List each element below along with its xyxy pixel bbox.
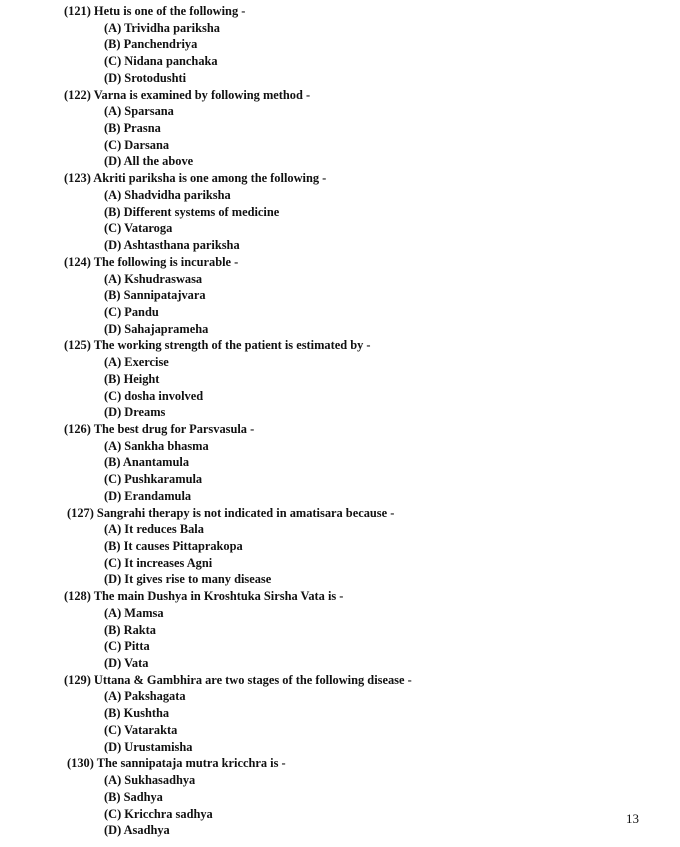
answer-option: (B) Rakta [104, 622, 156, 637]
answer-option: (A) It reduces Bala [104, 522, 204, 537]
answer-option: (D) Erandamula [104, 488, 192, 503]
answer-option: (A) Trividha pariksha [104, 20, 220, 35]
answer-option: (C) Nidana panchaka [104, 54, 218, 69]
answer-option: (B) Sannipatajvara [104, 288, 206, 303]
answer-option: (D) All the above [104, 154, 194, 169]
question-stem: (121) Hetu is one of the following - [64, 4, 246, 18]
answer-option: (B) Height [104, 371, 160, 386]
question-stem: (129) Uttana & Gambhira are two stages of the following disease - [64, 672, 412, 687]
answer-option: (D) Sahajaprameha [104, 321, 209, 336]
question-stem: (124) The following is incurable - [64, 254, 239, 269]
question-block [0, 337, 680, 421]
answer-option: (A) Sparsana [104, 104, 174, 119]
answer-option: (C) Vatarakta [104, 722, 178, 737]
question-page [0, 3, 680, 839]
answer-option: (A) Sankha bhasma [104, 438, 209, 453]
question-stem: (127) Sangrahi therapy is not indicated in amatisara because - [67, 505, 395, 520]
answer-option: (B) Kushtha [104, 706, 170, 721]
answer-option: (D) Dreams [104, 405, 166, 420]
question-block [0, 421, 680, 505]
answer-option: (D) Asadhya [104, 823, 170, 838]
answer-option: (C) dosha involved [104, 388, 204, 403]
answer-option: (C) Darsana [104, 137, 170, 152]
page-number: 13 [626, 811, 639, 826]
answer-option: (C) Pushkaramula [104, 472, 203, 487]
answer-option: (B) Panchendriya [104, 37, 198, 52]
question-stem: (125) The working strength of the patient is estimated by - [64, 338, 371, 353]
question-block [0, 87, 680, 171]
answer-option: (C) Pandu [104, 304, 159, 319]
answer-option: (C) It increases Agni [104, 555, 213, 570]
answer-option: (C) Kricchra sadhya [104, 806, 213, 821]
question-stem: (123) Akriti pariksha is one among the following - [64, 171, 327, 186]
answer-option: (C) Pitta [104, 639, 150, 654]
answer-option: (A) Sukhasadhya [104, 773, 196, 788]
question-stem: (128) The main Dushya in Kroshtuka Sirsha Vata is - [64, 589, 344, 604]
answer-option: (D) Srotodushti [104, 70, 187, 85]
question-block [0, 672, 680, 756]
answer-option: (A) Shadvidha pariksha [104, 187, 231, 202]
answer-option: (A) Mamsa [104, 605, 164, 620]
answer-option: (A) Pakshagata [104, 689, 186, 704]
question-stem: (130) The sannipataja mutra kricchra is - [67, 756, 286, 771]
question-block [0, 505, 680, 589]
answer-option: (A) Kshudraswasa [104, 271, 203, 286]
answer-option: (D) Vata [104, 656, 149, 671]
question-block [0, 3, 680, 87]
answer-option: (A) Exercise [104, 355, 169, 370]
question-block [0, 170, 680, 254]
answer-option: (B) Prasna [104, 121, 161, 136]
answer-option: (B) Anantamula [104, 455, 190, 470]
question-stem: (126) The best drug for Parsvasula - [64, 421, 255, 436]
answer-option: (B) Sadhya [104, 789, 163, 804]
question-block [0, 254, 680, 338]
answer-option: (D) Ashtasthana pariksha [104, 238, 240, 253]
answer-option: (D) It gives rise to many disease [104, 572, 272, 587]
answer-option: (B) Different systems of medicine [104, 204, 280, 219]
answer-option: (D) Urustamisha [104, 739, 193, 754]
question-block [0, 588, 680, 672]
answer-option: (B) It causes Pittaprakopa [104, 539, 243, 553]
question-stem: (122) Varna is examined by following method - [64, 87, 311, 102]
answer-option: (C) Vataroga [104, 221, 173, 236]
question-block [0, 755, 680, 839]
